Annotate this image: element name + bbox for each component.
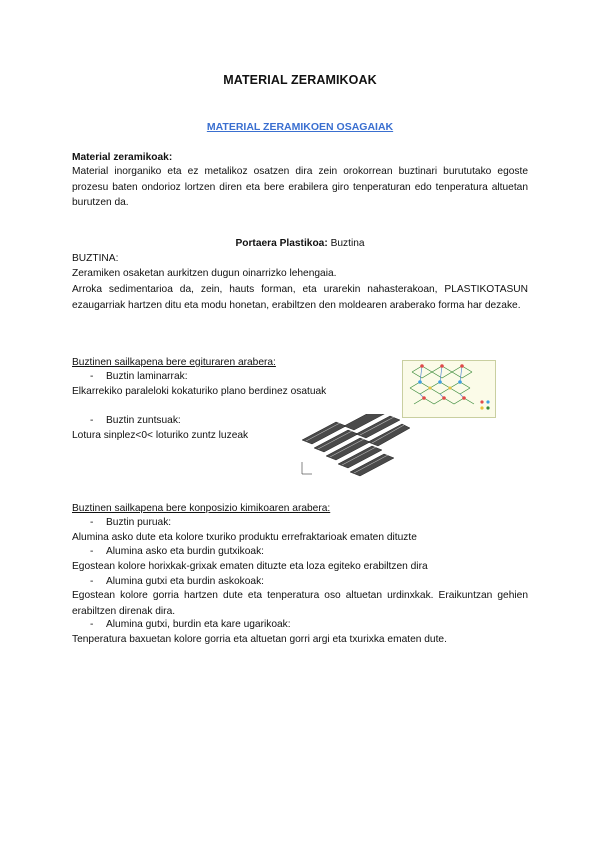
structure-item-1-label: Buztin laminarrak: (106, 371, 188, 382)
fibrous-structure-image (296, 414, 410, 478)
list-dash: - (90, 517, 94, 528)
composition-item-2-label: Alumina asko eta burdin gutxikoak: (106, 546, 264, 557)
plastic-line (0, 236, 600, 252)
list-dash: - (90, 576, 94, 587)
structure-item-2-desc: Lotura sinplez<0< loturiko zuntz luzeak (72, 430, 249, 441)
composition-heading: Buztinen sailkapena bere konposizio kimikoaren arabera: (72, 503, 331, 514)
composition-item-4 (90, 617, 291, 633)
structure-item-1 (90, 369, 188, 385)
structure-item-2-label: Buztin zuntsuak: (106, 415, 181, 426)
composition-item-1-label: Buztin puruak: (106, 517, 172, 528)
composition-item-4-label: Alumina gutxi, burdin eta kare ugarikoak: (106, 619, 291, 630)
list-dash: - (90, 619, 94, 630)
plastic-value: Buztina (330, 238, 365, 249)
clay-name: BUZTINA: (72, 253, 119, 264)
composition-item-1 (90, 515, 171, 531)
clay-line-2: Arroka sedimentarioa da, zein, hauts forman, eta urarekin nahasterakoan, PLASTIKOTASUN ezaugarriak hartzen ditu eta modu honetan, erabiltzen den moldearen araberako forma har dezake. (72, 284, 528, 311)
composition-item-2-desc: Egostean kolore horixkak-grixak ematen dituzte eta loza egiteko erabiltzen dira (72, 561, 428, 572)
composition-item-4-desc: Tenperatura baxuetan kolore gorria eta altuetan gorri argi eta txurixka ematen dute. (72, 634, 447, 645)
composition-item-1-desc: Alumina asko dute eta kolore txuriko produktu errefraktarioak ematen dituzte (72, 532, 417, 543)
composition-item-3-desc: Egostean kolore gorria hartzen dute eta tenperatura oso altuetan urdinxkak. Eraikuntzan gehien erabiltzen direnak dira. (72, 590, 528, 617)
page-title: MATERIAL ZERAMIKOAK (223, 73, 377, 87)
composition-item-3-label: Alumina gutxi eta burdin askokoak: (106, 576, 264, 587)
plastic-label: Portaera Plastikoa: (235, 238, 328, 249)
clay-line-1: Zeramiken osaketan aurkitzen dugun oinarrizko lehengaia. (72, 268, 337, 279)
definition-text: Material inorganiko eta ez metalikoz osatzen dira zein orokorrean buztinari burututako egoste prozesu baten ondorioz lortzen diren eta bere erabilera giro tenperaturan edo tenperatura altuetan burutzen da. (72, 166, 528, 208)
list-dash: - (90, 546, 94, 557)
list-dash: - (90, 371, 94, 382)
structure-heading: Buztinen sailkapena bere egituraren arabera: (72, 357, 276, 368)
structure-item-1-desc: Elkarrekiko paraleloki kokaturiko plano berdinez osatuak (72, 386, 327, 397)
composition-item-2 (90, 544, 264, 560)
definition-heading: Material zeramikoak: (72, 152, 173, 163)
section-link[interactable]: MATERIAL ZERAMIKOEN OSAGAIAK (206, 121, 394, 133)
list-dash: - (90, 415, 94, 426)
laminar-structure-image (402, 360, 496, 418)
structure-item-2 (90, 413, 181, 429)
